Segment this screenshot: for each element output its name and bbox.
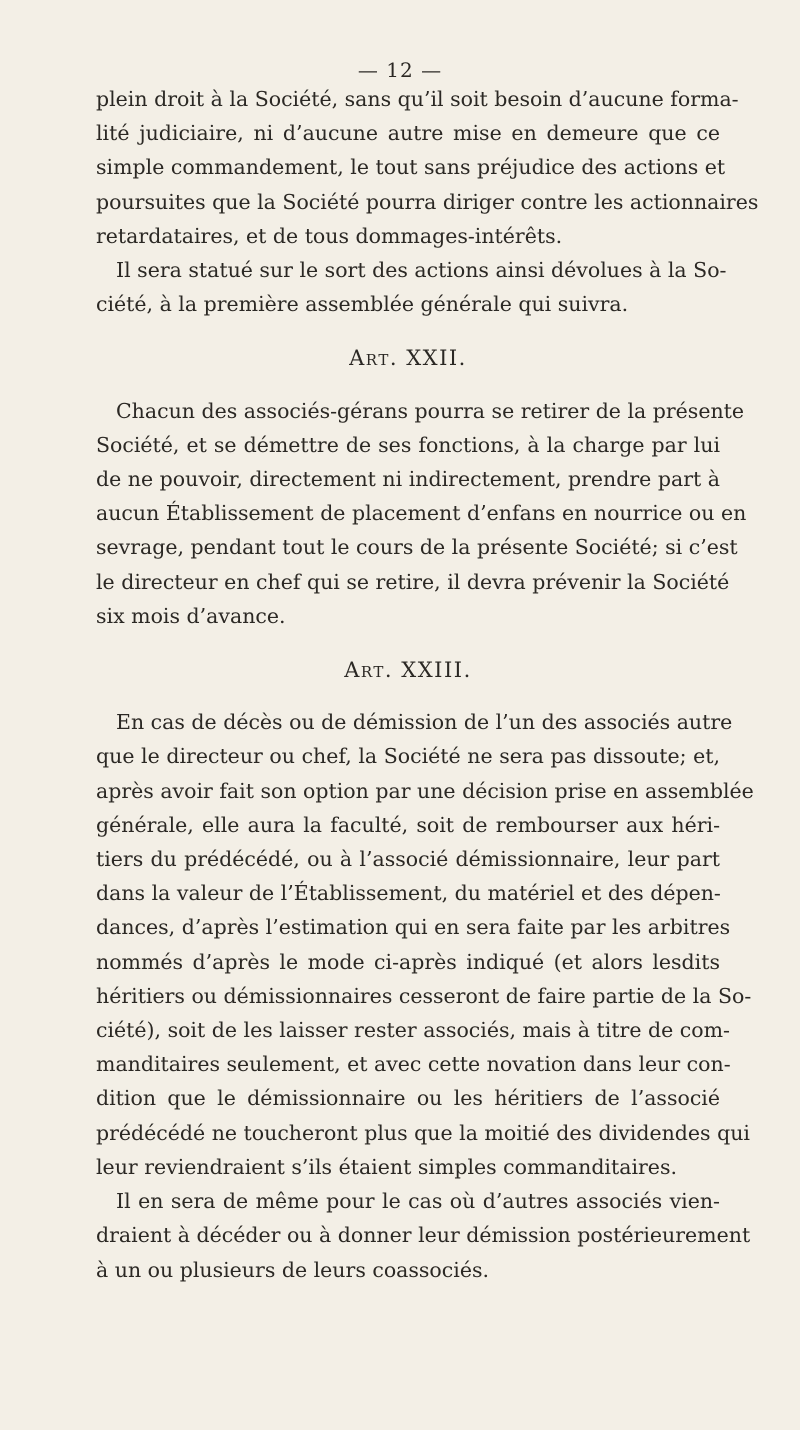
- text-line: le directeur en chef qui se retire, il devra prévenir la Société: [96, 569, 730, 594]
- text-line: Chacun des associés-gérans pourra se retirer de la présente: [116, 398, 745, 423]
- text-line: dances, d’après l’estimation qui en sera faite par les arbitres: [96, 915, 731, 940]
- text-line: générale, elle aura la faculté, soit de rembourser aux héri-: [96, 812, 720, 837]
- article-heading-xxiii: Art. XXIII.: [344, 658, 472, 683]
- text-line: à un ou plusieurs de leurs coassociés.: [96, 1257, 489, 1282]
- text-line: plein droit à la Société, sans qu’il soit besoin d’aucune forma-: [96, 87, 739, 111]
- text-line: ciété, à la première assemblée générale qui suivra.: [96, 292, 629, 317]
- paragraph-shares-ruling: [96, 253, 727, 321]
- text-line: que le directeur ou chef, la Société ne sera pas dissoute; et,: [96, 744, 720, 769]
- text-line: lité judiciaire, ni d’aucune autre mise en demeure que ce: [96, 121, 720, 146]
- text-line: manditaires seulement, et avec cette novation dans leur con-: [96, 1052, 731, 1077]
- text-line: héritiers ou démissionnaires cesseront de faire partie de la So-: [96, 983, 752, 1008]
- text-line: leur reviendraient s’ils étaient simples commanditaires.: [96, 1154, 677, 1179]
- paragraph-article-xxii: [96, 394, 747, 633]
- text-line: retardataires, et de tous dommages-intérêts.: [96, 223, 563, 248]
- text-line: ciété), soit de les laisser rester associés, mais à titre de com-: [96, 1018, 730, 1043]
- text-line: Il sera statué sur le sort des actions ainsi dévolues à la So-: [116, 258, 727, 283]
- text-line: dition que le démissionnaire ou les héritiers de l’associé: [96, 1086, 720, 1111]
- text-line: après avoir fait son option par une décision prise en assemblée: [96, 778, 754, 803]
- paragraph-article-xxiii-continued: [96, 1184, 751, 1287]
- text-line: six mois d’avance.: [96, 603, 286, 628]
- text-line: sevrage, pendant tout le cours de la présente Société; si c’est: [96, 535, 738, 560]
- text-line: simple commandement, le tout sans préjudice des actions et: [96, 155, 726, 180]
- text-line: Société, et se démettre de ses fonctions, à la charge par lui: [96, 432, 720, 457]
- text-line: prédécédé ne toucheront plus que la moitié des dividendes qui: [96, 1120, 750, 1145]
- text-line: draient à décéder ou à donner leur démission postérieurement: [96, 1223, 751, 1248]
- text-line: Il en sera de même pour le cas où d’autres associés vien-: [116, 1189, 720, 1214]
- page-number: — 12 —: [357, 58, 443, 82]
- paragraph-forfeiture-continued: [96, 82, 759, 253]
- paragraph-article-xxiii: [96, 705, 754, 1184]
- page-body: [96, 82, 759, 1287]
- text-line: de ne pouvoir, directement ni indirectement, prendre part à: [96, 467, 720, 492]
- text-line: poursuites que la Société pourra diriger contre les actionnaires: [96, 189, 759, 214]
- text-line: dans la valeur de l’Établissement, du matériel et des dépen-: [96, 881, 721, 906]
- text-line: aucun Établissement de placement d’enfans en nourrice ou en: [96, 501, 747, 526]
- article-heading-xxii: Art. XXII.: [349, 346, 467, 371]
- text-line: nommés d’après le mode ci-après indiqué (et alors lesdits: [96, 949, 720, 974]
- text-line: En cas de décès ou de démission de l’un des associés autre: [116, 710, 733, 735]
- text-line: tiers du prédécédé, ou à l’associé démissionnaire, leur part: [96, 847, 720, 872]
